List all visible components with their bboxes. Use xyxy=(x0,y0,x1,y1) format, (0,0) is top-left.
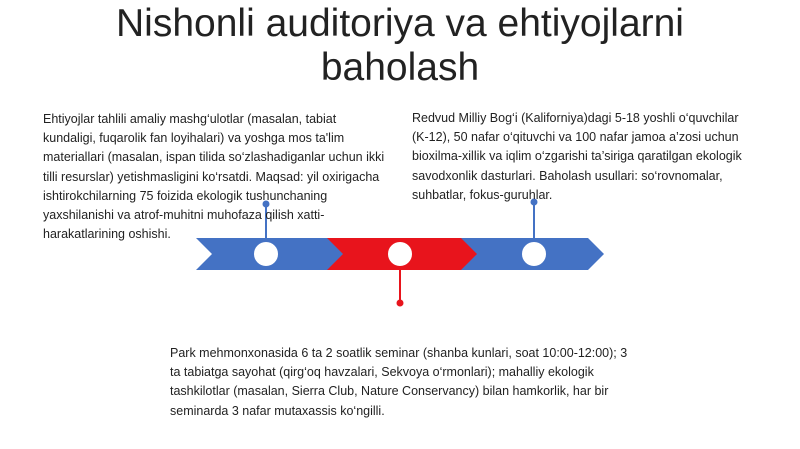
milestone-3-marker xyxy=(520,240,548,268)
slide-title: Nishonli auditoriya va ehtiyojlarni baholash xyxy=(116,2,684,89)
milestone-2-connector-dot xyxy=(397,300,404,307)
milestone-1-text: Ehtiyojlar tahlili amaliy mashg‘ulotlar (masalan, tabiat kundaligi, fuqarolik fan loyihalari) va yoshga mos ta'lim materiallari (masalan, ispan tilida so‘zlashadiganlar uchun ikki tilli resurslar) yetishmasligini ko‘rsatdi. Maqsad: yil oxirigacha ishtirokchilarning 75 foizida ekologik tushunchaning yaxshilanishi va atrof-muhitni muhofaza qilish xatti-harakatlarining oshishi. xyxy=(43,112,385,242)
milestone-3-text: Redvud Milliy Bog‘i (Kaliforniya)dagi 5-18 yoshli o‘quvchilar (K-12), 50 nafar o‘qituvchi va 100 nafar jamoa a’zosi uchun bioxilma-xillik va iqlim o‘zgarishi ta’siriga qaratilgan ekologik savodxonlik dasturlari. Baholash usullari: so‘rovnomalar, suhbatlar, fokus-guruhlar. xyxy=(412,111,742,202)
milestone-2-marker xyxy=(386,240,414,268)
milestone-2-text: Park mehmonxonasida 6 ta 2 soatlik seminar (shanba kunlari, soat 10:00-12:00); 3 ta tabiatga sayohat (qirg‘oq havzalari, Sekvoya o‘rmonlari); mahalliy ekologik tashkilotlar (masalan, Sierra Club, Nature Conservancy) bilan hamkorlik, har bir seminarda 3 nafar mutaxassis ko‘ngilli. xyxy=(170,346,628,418)
